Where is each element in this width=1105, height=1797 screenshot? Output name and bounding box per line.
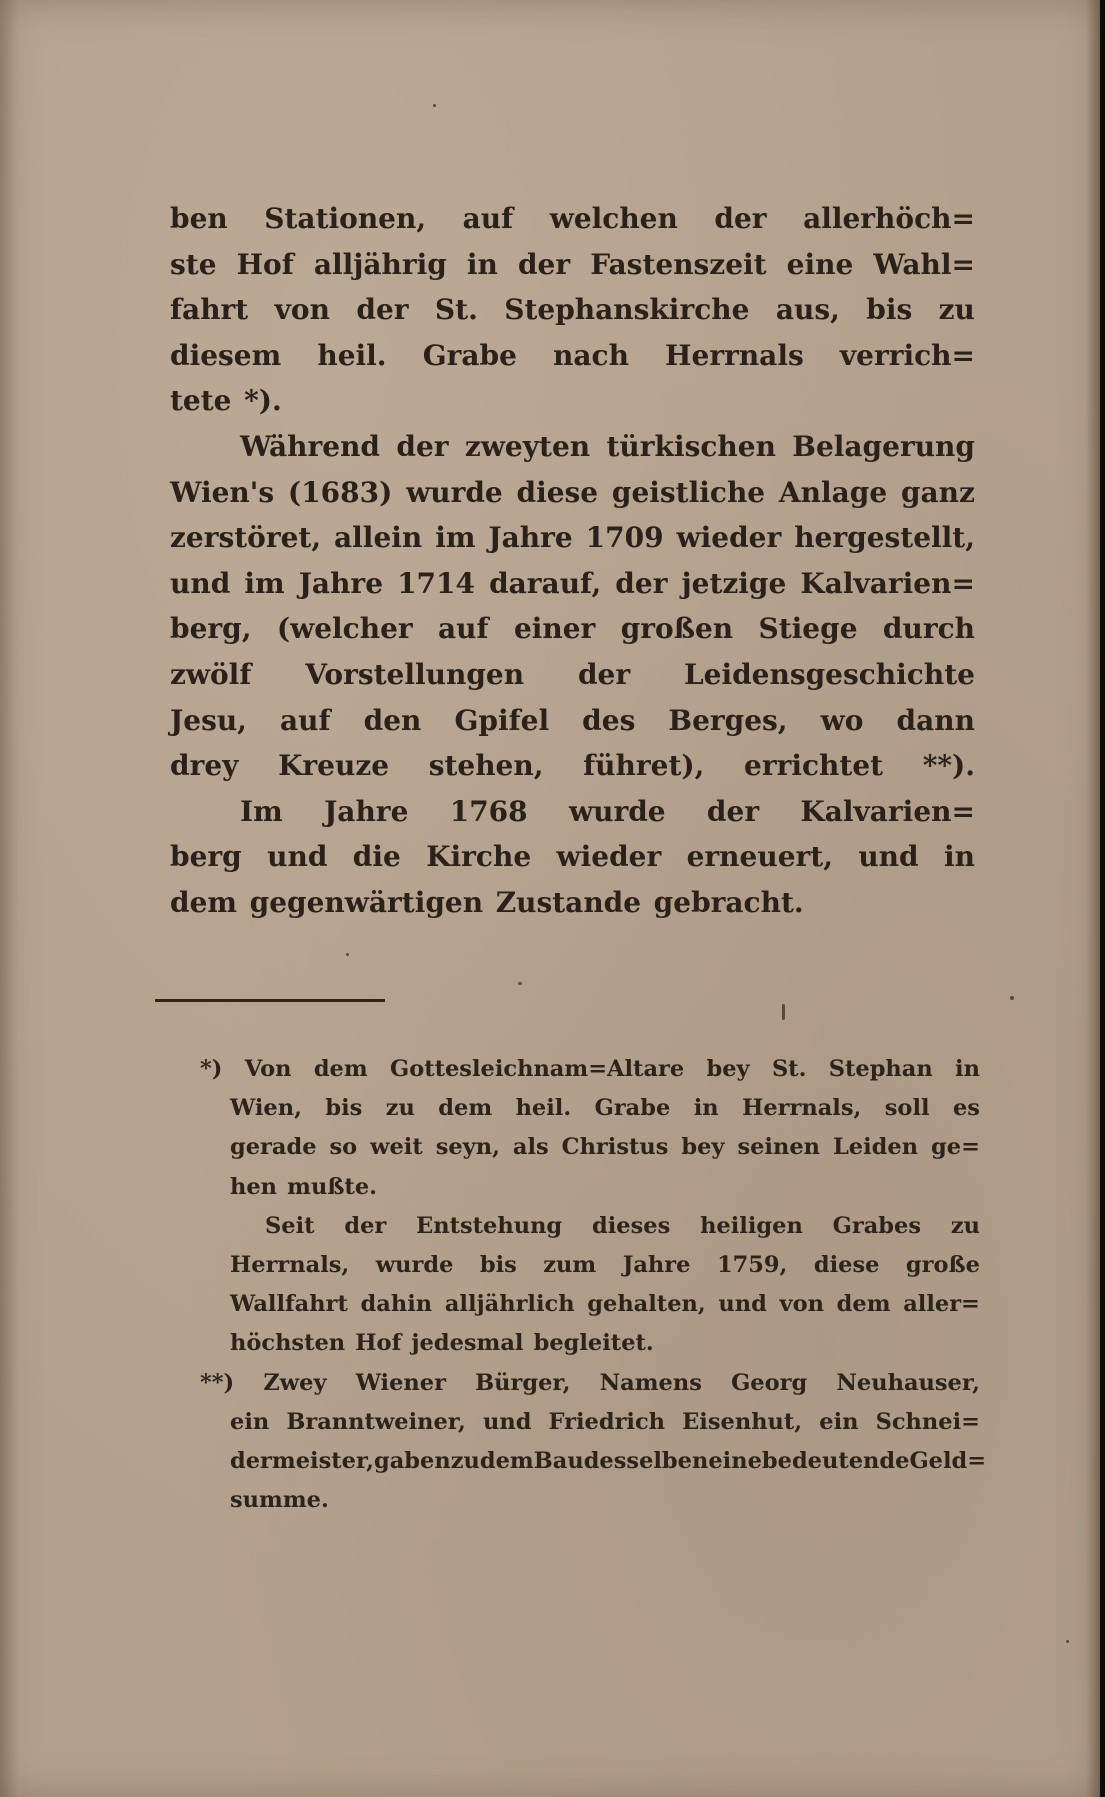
word: Zwey [263, 1369, 327, 1396]
word: St. [434, 293, 478, 327]
word: dem [313, 1056, 368, 1082]
word: diese [813, 1251, 880, 1278]
word: gebracht. [653, 885, 804, 919]
word: allerhöch= [803, 202, 975, 235]
word: nach [553, 338, 629, 372]
word: Branntweiner, [286, 1408, 466, 1435]
word: Kalvarien= [800, 566, 975, 600]
word: Bürger, [475, 1369, 571, 1396]
word: soll [884, 1095, 930, 1122]
word: Jesu, [170, 703, 247, 737]
word: alljährlich [444, 1291, 575, 1318]
word: Belagerung [792, 429, 975, 463]
word: und [858, 840, 919, 874]
word: Anlage [778, 475, 888, 509]
word: zweyten [464, 429, 591, 463]
word: bis [479, 1251, 517, 1278]
word: stehen, [428, 749, 544, 783]
word: allein [334, 521, 423, 555]
footnote-line [200, 1364, 980, 1403]
text-line [170, 287, 975, 333]
word: ein [819, 1408, 859, 1435]
footnote-line [230, 1246, 980, 1285]
text-line [170, 561, 975, 607]
word: im [435, 521, 476, 555]
paper-speck [346, 953, 349, 956]
word: so [329, 1134, 358, 1161]
word: Entstehung [416, 1212, 563, 1239]
main-text-block [170, 196, 975, 926]
word: bey [706, 1056, 750, 1082]
word: und [482, 1408, 532, 1435]
word: 1768 [449, 794, 528, 828]
word: Grabes [832, 1212, 922, 1239]
word: dem [836, 1291, 891, 1318]
word: errichtet [744, 749, 884, 783]
word: ste [170, 247, 217, 281]
word: Wallfahrt [230, 1291, 348, 1318]
word: Hof [236, 247, 294, 281]
word: Fastenszeit [590, 247, 767, 281]
text-line [170, 515, 975, 561]
word: Herrnals, [230, 1251, 350, 1278]
word: auf [438, 612, 489, 646]
word: der [396, 429, 449, 463]
word: den [363, 703, 422, 737]
word: im [244, 566, 285, 600]
text-line [170, 242, 975, 288]
word: eine [786, 247, 854, 281]
word: zerstöret, [170, 521, 322, 555]
word: Georg [731, 1369, 808, 1396]
word: auf [280, 703, 331, 737]
word: 1714 [397, 566, 476, 600]
text-line [170, 424, 975, 470]
word: der [706, 794, 760, 828]
word: Gpifel [454, 703, 550, 737]
text-line [170, 606, 975, 652]
word: wieder [676, 521, 782, 555]
word: Grabe [422, 338, 517, 372]
word: der [577, 657, 631, 691]
word: türkischen [606, 429, 776, 463]
word: ge= [931, 1134, 980, 1161]
word: die [352, 840, 401, 874]
word: Herrnals [665, 338, 804, 372]
word: gegenwärtigen [249, 885, 484, 919]
word: Im [240, 794, 283, 828]
word: begleitet. [533, 1330, 654, 1357]
paper-speck [518, 982, 522, 985]
scan-border [1100, 0, 1105, 1797]
text-line [170, 834, 975, 880]
paper-speck [433, 104, 436, 107]
word: diesem [170, 338, 282, 372]
text-line [170, 196, 975, 242]
word: Jahre [622, 1251, 691, 1278]
word: und [267, 840, 328, 874]
text-line [170, 378, 975, 424]
footnote-line [200, 1207, 980, 1246]
word: als [512, 1134, 549, 1161]
word: seinen [737, 1134, 821, 1161]
word: zu [385, 1095, 415, 1122]
word: dem [438, 1095, 493, 1122]
text-line [170, 880, 975, 926]
word: Zustande [495, 885, 642, 919]
word: **) [200, 1369, 235, 1396]
word: Stephan [828, 1056, 933, 1082]
footnote-line [230, 1285, 980, 1324]
word: hergestellt, [794, 521, 975, 555]
word: Grabe [594, 1095, 671, 1122]
word: diese [516, 475, 599, 509]
word: ein [230, 1408, 270, 1435]
word: Leiden [832, 1134, 919, 1161]
footnote-line [230, 1481, 980, 1520]
word: Wien, [230, 1095, 302, 1122]
word: St. [771, 1056, 807, 1082]
word: Kreuze [278, 749, 390, 783]
word: heil. [515, 1095, 572, 1122]
word: drey [170, 749, 239, 783]
footnote-line [200, 1050, 980, 1089]
word: Während [240, 429, 381, 463]
word: wo [820, 703, 864, 737]
word: jetzige [681, 566, 787, 600]
word: Schnei= [875, 1408, 980, 1435]
word: zwölf [170, 657, 252, 691]
word: zum [543, 1251, 597, 1278]
word: der [356, 293, 409, 327]
word: Bau [533, 1447, 584, 1474]
footnote-line [230, 1128, 980, 1167]
word: fahrt [170, 293, 249, 327]
word: heil. [317, 338, 387, 372]
word: berg, [170, 612, 252, 646]
word: durch [882, 612, 975, 646]
word: in [943, 840, 975, 874]
word: Vorstellungen [305, 657, 525, 691]
word: jedesmal [411, 1330, 524, 1357]
word: aller= [903, 1291, 980, 1318]
word: Namens [599, 1369, 702, 1396]
word: gerade [230, 1134, 317, 1161]
footnote-line [230, 1089, 980, 1128]
word: der [517, 247, 571, 281]
text-line [170, 470, 975, 516]
word: einer [513, 612, 596, 646]
word: heiligen [700, 1212, 803, 1239]
word: desselben [583, 1447, 709, 1474]
word: Christus [561, 1134, 669, 1161]
word: wieder [556, 840, 662, 874]
footnote-line [230, 1324, 980, 1363]
word: bey [681, 1134, 725, 1161]
word: Wahl= [873, 247, 975, 281]
word: Gottesleichnam=Altare [389, 1056, 685, 1082]
word: Geld= [909, 1447, 987, 1474]
word: 1709 [585, 521, 664, 555]
word: Stationen, [264, 202, 427, 235]
word: Eisenhut, [682, 1408, 803, 1435]
word: tete [170, 384, 232, 418]
word: *). [244, 384, 282, 418]
word: zu [950, 1212, 980, 1239]
word: verrich= [839, 338, 975, 372]
footnote-line [230, 1442, 987, 1481]
paper-speck [782, 1004, 785, 1020]
word: Jahre [488, 521, 573, 555]
word: Wien's [170, 475, 275, 509]
word: dann [896, 703, 975, 737]
word: zu [938, 293, 975, 327]
word: darauf, [489, 566, 602, 600]
word: von [779, 1291, 824, 1318]
word: Jahre [324, 794, 409, 828]
footnote-line [230, 1403, 980, 1442]
word: dermeister, [230, 1447, 374, 1474]
footnote-separator-rule [155, 999, 385, 1002]
word: bis [325, 1095, 363, 1122]
word: Leidensgeschichte [683, 657, 975, 691]
word: gaben [374, 1447, 451, 1474]
word: der [344, 1212, 387, 1239]
word: ganz [900, 475, 975, 509]
text-line [170, 698, 975, 744]
footnotes-block [200, 1050, 987, 1520]
word: von [274, 293, 330, 327]
word: (1683) [287, 475, 393, 509]
word: dahin [360, 1291, 433, 1318]
word: ben [170, 202, 228, 235]
paper-speck [1066, 1640, 1069, 1643]
word: Kalvarien= [800, 794, 975, 828]
word: es [952, 1095, 980, 1122]
word: Stiege [758, 612, 858, 646]
word: welchen [549, 202, 678, 235]
word: geistliche [611, 475, 766, 509]
word: wurde [406, 475, 503, 509]
word: zu [450, 1447, 480, 1474]
word: weit [370, 1134, 423, 1161]
word: berg [170, 840, 242, 874]
word: hen [230, 1173, 278, 1200]
word: bis [866, 293, 913, 327]
word: wurde [375, 1251, 454, 1278]
footnote-line [230, 1168, 980, 1207]
paper-speck [1010, 996, 1014, 1000]
word: der [615, 566, 668, 600]
word: alljährig [313, 247, 447, 281]
word: der [714, 202, 767, 235]
word: 1759, [716, 1251, 788, 1278]
word: *) [200, 1056, 223, 1082]
word: Herrnals, [742, 1095, 862, 1122]
word: mußte. [287, 1173, 377, 1200]
word: in [466, 247, 498, 281]
word: (welcher [276, 612, 413, 646]
word: Berges, [668, 703, 788, 737]
word: summe. [230, 1487, 329, 1514]
word: **). [922, 749, 975, 783]
word: in [693, 1095, 719, 1122]
word: Friedrich [548, 1408, 666, 1435]
text-line [170, 743, 975, 789]
word: Wiener [355, 1369, 446, 1396]
word: großen [620, 612, 734, 646]
word: erneuert, [686, 840, 833, 874]
word: wurde [568, 794, 666, 828]
word: dem [170, 885, 238, 919]
word: dieses [592, 1212, 671, 1239]
word: dem [479, 1447, 534, 1474]
word: Stephanskirche [504, 293, 750, 327]
word: aus, [775, 293, 840, 327]
word: in [955, 1056, 980, 1082]
word: Von [244, 1056, 292, 1082]
word: große [905, 1251, 980, 1278]
word: Jahre [298, 566, 384, 600]
word: Hof [355, 1330, 402, 1357]
word: Kirche [426, 840, 532, 874]
word: bedeutende [761, 1447, 910, 1474]
text-line [170, 789, 975, 835]
word: führet), [583, 749, 705, 783]
word: des [582, 703, 636, 737]
text-line [170, 333, 975, 379]
word: Neuhauser, [836, 1369, 980, 1396]
word: und [170, 566, 231, 600]
word: auf [462, 202, 514, 235]
word: eine [708, 1447, 762, 1474]
word: höchsten [230, 1330, 346, 1357]
word: Seit [265, 1212, 315, 1239]
text-line [170, 652, 975, 698]
word: und [718, 1291, 767, 1318]
word: gehalten, [587, 1291, 706, 1318]
word: seyn, [435, 1134, 500, 1161]
